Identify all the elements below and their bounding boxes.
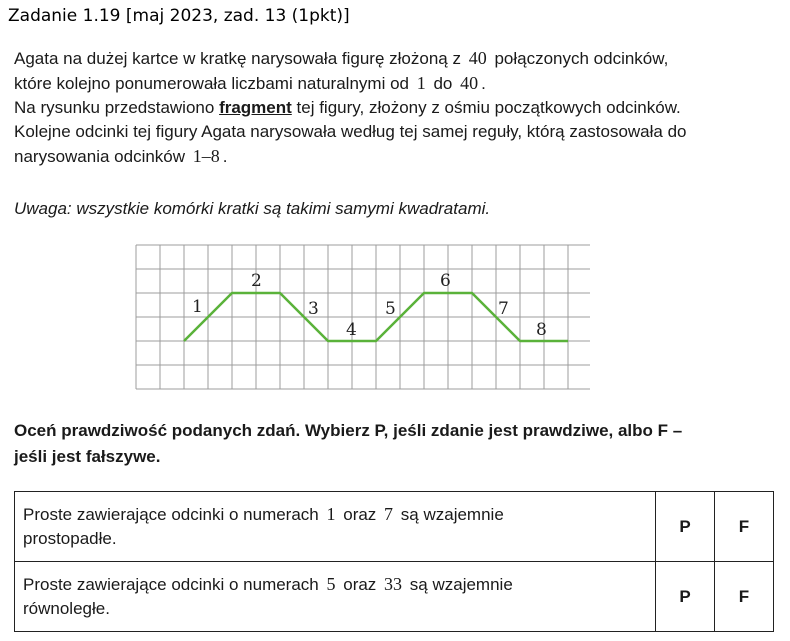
- intro-line-2: [14, 71, 774, 96]
- table-row: [15, 492, 774, 562]
- statement-text: równoległe.: [23, 599, 110, 618]
- table-row: [15, 562, 774, 632]
- instruction-line-1: Oceń prawdziwość podanych zdań. Wybierz P, jeśli zdanie jest prawdziwe, albo F –: [14, 421, 683, 440]
- intro-text: Na rysunku przedstawiono: [14, 98, 215, 117]
- statement-text: są wzajemnie: [409, 575, 513, 594]
- statement-text: są wzajemnie: [400, 505, 504, 524]
- segment-label-5: 5: [385, 299, 396, 319]
- intro-text: które kolejno ponumerowała liczbami naturalnymi od: [14, 74, 409, 93]
- statement-text: prostopadłe.: [23, 529, 117, 548]
- intro-line-1: [14, 46, 774, 71]
- intro-text: połączonych odcinków,: [494, 49, 669, 68]
- intro-text: Agata na dużej kartce w kratkę narysowała figurę złożoną z: [14, 49, 461, 68]
- instruction: [14, 418, 774, 470]
- segment-label-3: 3: [308, 299, 319, 319]
- option-f-1[interactable]: F: [715, 492, 774, 562]
- intro-text: narysowania odcinków: [14, 147, 186, 166]
- number-1: 1: [416, 73, 426, 93]
- intro-text: .: [222, 147, 228, 166]
- grid-figure: [130, 240, 590, 398]
- number-40: 40: [460, 73, 479, 93]
- option-f-2[interactable]: F: [715, 562, 774, 632]
- statement-2: [15, 562, 656, 632]
- grid-lines: [136, 245, 590, 389]
- statement-1: [15, 492, 656, 562]
- number-7: 7: [384, 504, 394, 524]
- segment-label-2: 2: [251, 271, 262, 291]
- intro-text: do: [433, 74, 453, 93]
- intro-line-5: [14, 144, 774, 169]
- intro-text: tej figury, złożony z ośmiu początkowych odcinków.: [296, 98, 681, 117]
- number-5: 5: [326, 574, 336, 594]
- number-1: 1: [326, 504, 336, 524]
- task-header: Zadanie 1.19 [maj 2023, zad. 13 (1pkt)]: [8, 6, 350, 26]
- statement-text: Proste zawierające odcinki o numerach: [23, 505, 319, 524]
- segment-label-4: 4: [346, 320, 357, 340]
- number-40: 40: [468, 48, 487, 68]
- segment-label-7: 7: [498, 299, 509, 319]
- option-p-2[interactable]: P: [656, 562, 715, 632]
- emphasis-fragment: fragment: [219, 98, 292, 117]
- range-1-8: 1–8: [192, 146, 220, 166]
- number-33: 33: [384, 574, 403, 594]
- instruction-line-2: jeśli jest fałszywe.: [14, 447, 161, 466]
- note-text: Uwaga: wszystkie komórki kratki są takimi samymi kwadratami.: [14, 199, 491, 218]
- intro-line-4: Kolejne odcinki tej figury Agata narysowała według tej samej reguły, którą zastosowała do: [14, 122, 687, 141]
- true-false-table: [14, 491, 774, 632]
- statement-text: oraz: [343, 575, 377, 594]
- segment-label-1: 1: [192, 297, 203, 317]
- segment-label-8: 8: [536, 320, 547, 340]
- intro-text: .: [481, 74, 486, 93]
- task-intro: [14, 46, 774, 169]
- statement-text: oraz: [343, 505, 377, 524]
- statement-text: Proste zawierające odcinki o numerach: [23, 575, 319, 594]
- segment-label-6: 6: [440, 271, 451, 291]
- option-p-1[interactable]: P: [656, 492, 715, 562]
- intro-line-3: [14, 96, 774, 120]
